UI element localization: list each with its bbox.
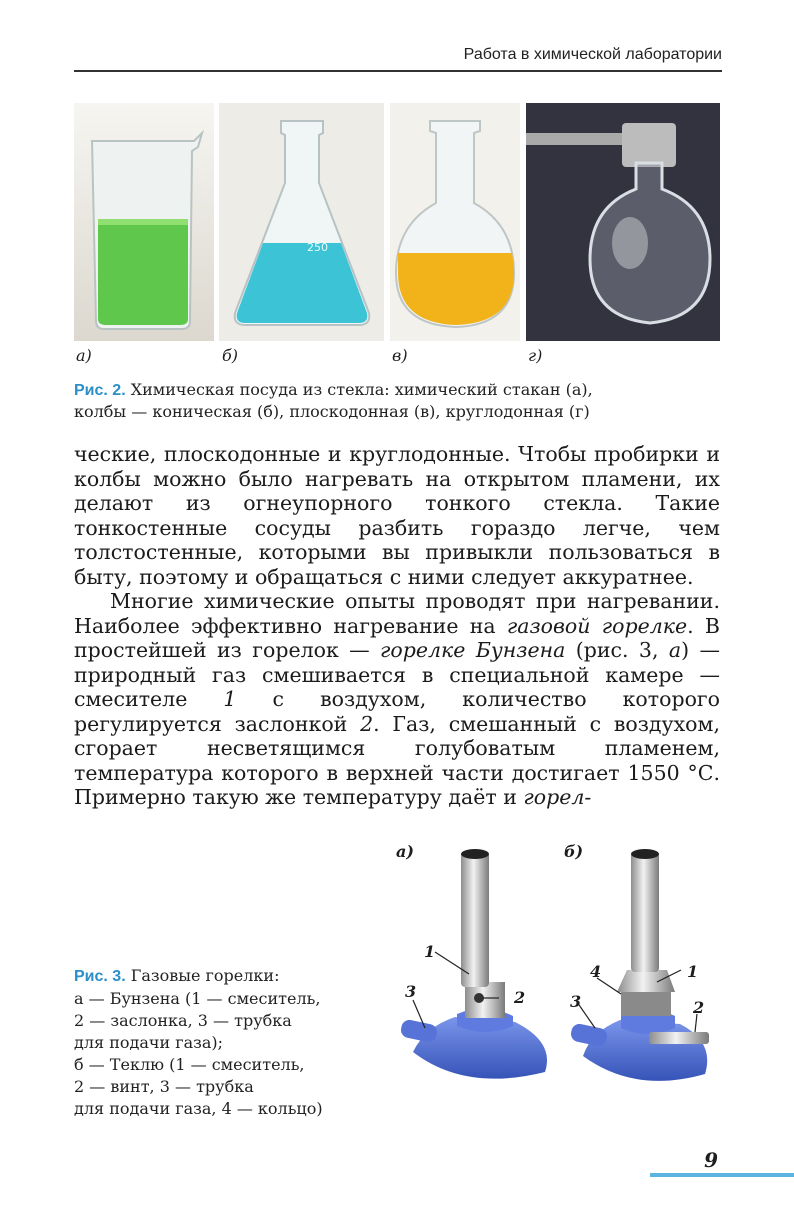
running-header: Работа в химической лаборатории: [463, 46, 722, 63]
figure3-caption-line0: Газовые горелки:: [130, 966, 280, 985]
figure2-caption-line2: колбы — коническая (б), плоскодонная (в), круглодонная (г): [74, 402, 590, 421]
figure3-caption-line3: для подачи газа);: [74, 1033, 224, 1052]
gas-burners-illustration: [395, 842, 725, 1100]
figure3-label-b: б): [564, 842, 584, 861]
figure2-caption-label: Рис. 2.: [74, 382, 126, 399]
callout-b-3: 3: [570, 992, 582, 1011]
photo-flat-bottom-flask: [390, 103, 520, 341]
figure3-caption-line6: для подачи газа, 4 — кольцо): [74, 1099, 323, 1118]
footer-accent-bar: [650, 1173, 794, 1177]
figure3-caption-label: Рис. 3.: [74, 968, 126, 985]
figure3-caption-line2: 2 — заслонка, 3 — трубка: [74, 1011, 292, 1030]
figure3-caption-line5: 2 — винт, 3 — трубка: [74, 1077, 254, 1096]
callout-b-2: 2: [693, 998, 705, 1017]
body-text: [74, 442, 720, 810]
figure2-label-v: в): [392, 346, 408, 365]
callout-b-4: 4: [590, 962, 602, 981]
figure3-caption-line1: а — Бунзена (1 — смеситель,: [74, 989, 321, 1008]
figure2-caption: [74, 379, 593, 422]
page-number: 9: [704, 1148, 718, 1172]
figure3-label-a: а): [396, 842, 414, 861]
figure2-label-b: б): [222, 346, 239, 365]
figure2-label-g: г): [528, 346, 543, 365]
figure2-caption-line1: Химическая посуда из стекла: химический стакан (а),: [130, 380, 593, 399]
paragraph-1: ческие, плоскодонные и круглодонные. Чтобы пробирки и колбы можно было нагревать на открытом пламени, их делают из огнеупорного тонкого стекла. Такие тонкостенные сосуды разбить гораздо легче, чем толстостенные, которыми вы привыкли пользоваться в быту, поэтому и обращаться с ними следует аккуратнее.: [74, 442, 720, 589]
callout-b-1: 1: [687, 962, 699, 981]
header-rule: [74, 70, 722, 72]
figure2-label-a: а): [76, 346, 92, 365]
photo-beaker: [74, 103, 214, 341]
callout-a-3: 3: [405, 982, 417, 1001]
photo-conical-flask: [219, 103, 384, 341]
callout-a-1: 1: [424, 942, 436, 961]
figure3-caption-line4: б — Теклю (1 — смеситель,: [74, 1055, 305, 1074]
paragraph-2: Многие химические опыты проводят при нагревании. Наиболее эффективно нагревание на газовой горелке. В простейшей из горелок — горелке Бунзена (рис. 3, а) — природный газ смешивается в специальной камере — смесителе 1 с воздухом, количество которого регулируется заслонкой 2. Газ, смешанный с воздухом, сгорает несветящимся голубоватым пламенем, температура которого в верхней части достигает 1550 °С. Примерно такую же температуру даёт и горел-: [74, 589, 720, 809]
callout-a-2: 2: [514, 988, 526, 1007]
svg-text:250: 250: [307, 241, 328, 254]
figure3-caption: [74, 965, 323, 1120]
photo-round-bottom-flask: [526, 103, 720, 341]
